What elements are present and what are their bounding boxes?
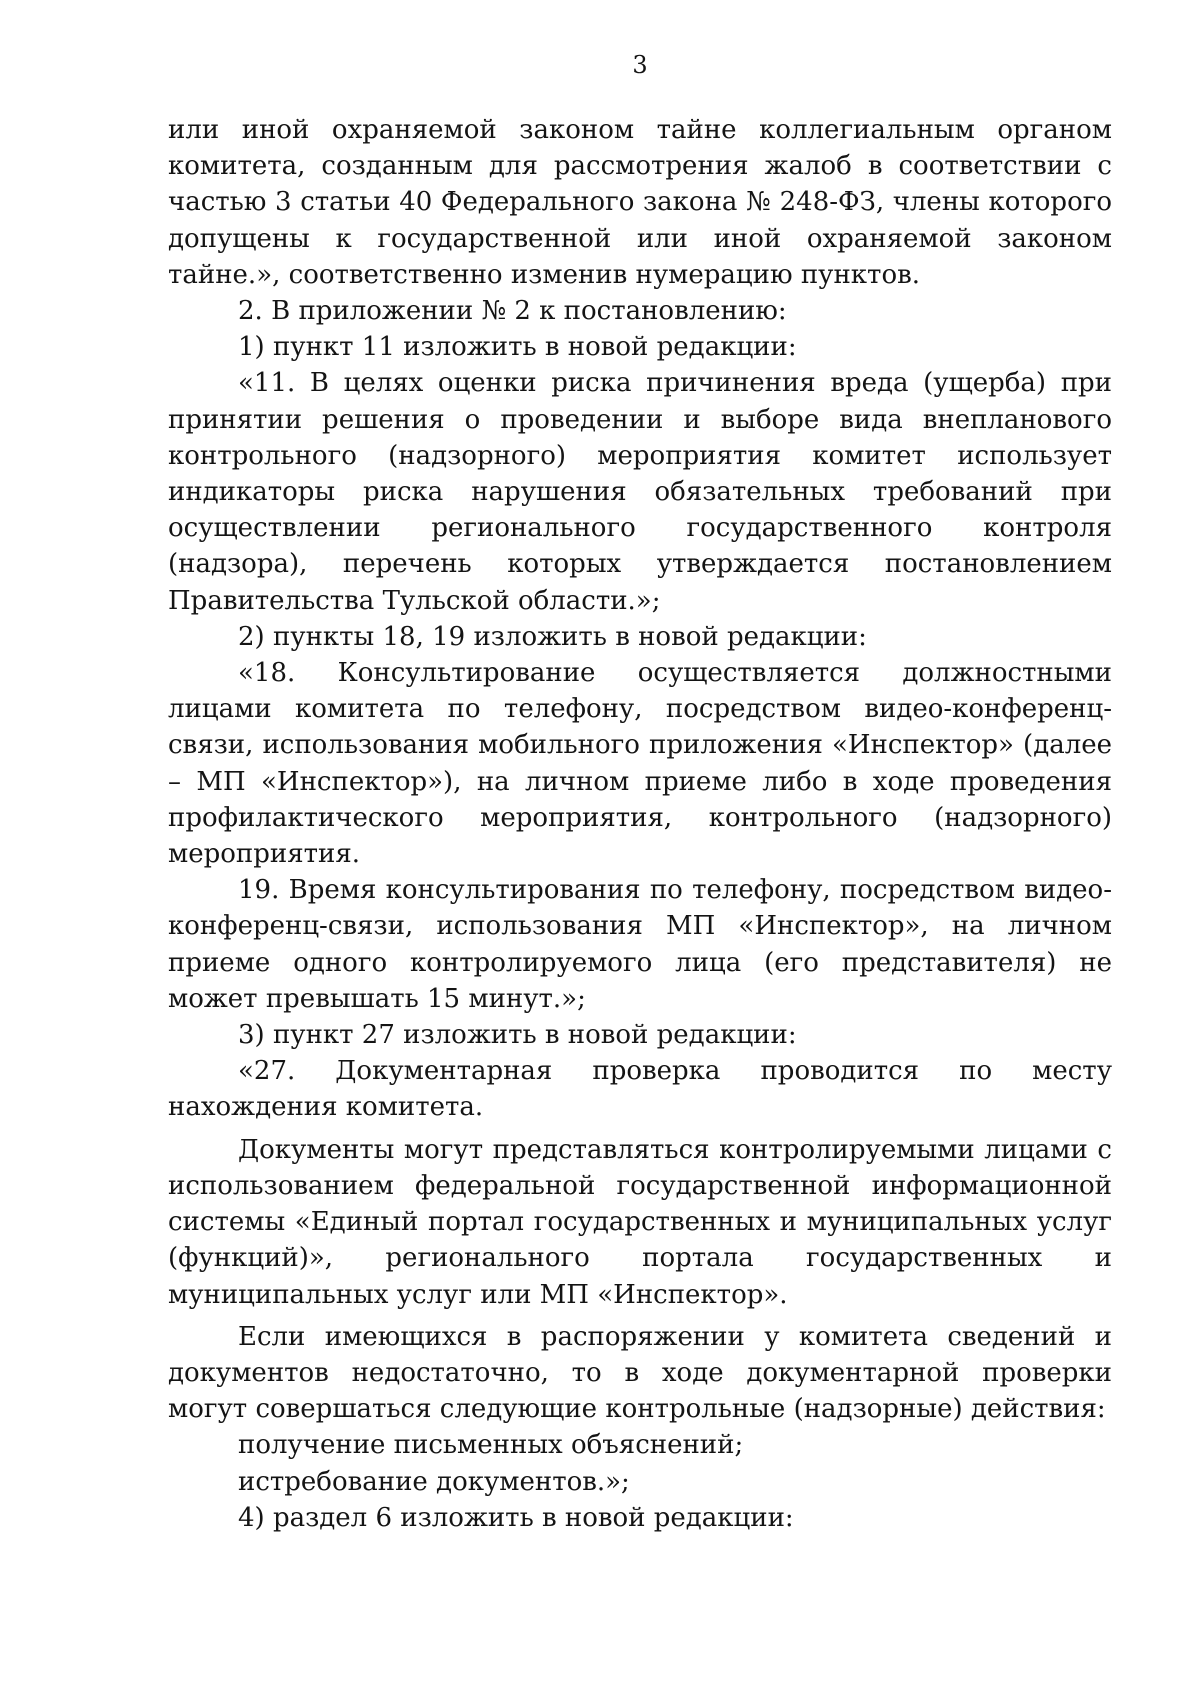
- document-body: [168, 112, 1112, 1536]
- paragraph-item-1: 1) пункт 11 изложить в новой редакции:: [238, 332, 797, 363]
- list-item-explanations: получение письменных объяснений;: [238, 1430, 744, 1461]
- paragraph-point-27: «27. Документарная проверка проводится по месту нахождения комитета.: [168, 1056, 1112, 1123]
- paragraph-point-18: «18. Консультирование осуществляется должностными лицами комитета по телефону, посредством видео-конференц-связи, использования мобильного приложения «Инспектор» (далее – МП «Инспектор»), на личном приеме либо в ходе проведения профилактического мероприятия, контрольного (надзорного) мероприятия.: [168, 658, 1112, 870]
- paragraph-point-11: «11. В целях оценки риска причинения вреда (ущерба) при принятии решения о проведении и выборе вида внепланового контрольного (надзорного) мероприятия комитет использует индикаторы риска нарушения обязательных требований при осуществлении регионального государственного контроля (надзора), перечень которых утверждается постановлением Правительства Тульской области.»;: [168, 368, 1112, 616]
- paragraph-insufficient: Если имеющихся в распоряжении у комитета сведений и документов недостаточно, то в ходе документарной проверки могут совершаться следующие контрольные (надзорные) действия:: [168, 1321, 1112, 1425]
- paragraph-appendix-2: 2. В приложении № 2 к постановлению:: [238, 296, 787, 327]
- page-number: 3: [632, 51, 648, 79]
- list-item-documents: истребование документов.»;: [238, 1466, 630, 1497]
- paragraph-continuation: или иной охраняемой законом тайне коллегиальным органом комитета, созданным для рассмотрения жалоб в соответствии с частью 3 статьи 40 Федерального закона № 248-ФЗ, члены которого допущены к государственной или иной охраняемой законом тайне.», соответственно изменив нумерацию пунктов.: [168, 115, 1112, 290]
- paragraph-item-2: 2) пункты 18, 19 изложить в новой редакции:: [238, 621, 867, 652]
- paragraph-documents: Документы могут представляться контролируемыми лицами с использованием федеральной государственной информационной системы «Единый портал государственных и муниципальных услуг (функций)», регионального портала государственных и муниципальных услуг или МП «Инспектор».: [168, 1134, 1112, 1310]
- paragraph-item-3: 3) пункт 27 изложить в новой редакции:: [238, 1020, 797, 1051]
- paragraph-point-19: 19. Время консультирования по телефону, посредством видео-конференц-связи, использования МП «Инспектор», на личном приеме одного контролируемого лица (его представителя) не может превышать 15 минут.»;: [168, 875, 1112, 1014]
- paragraph-item-4: 4) раздел 6 изложить в новой редакции:: [238, 1502, 794, 1533]
